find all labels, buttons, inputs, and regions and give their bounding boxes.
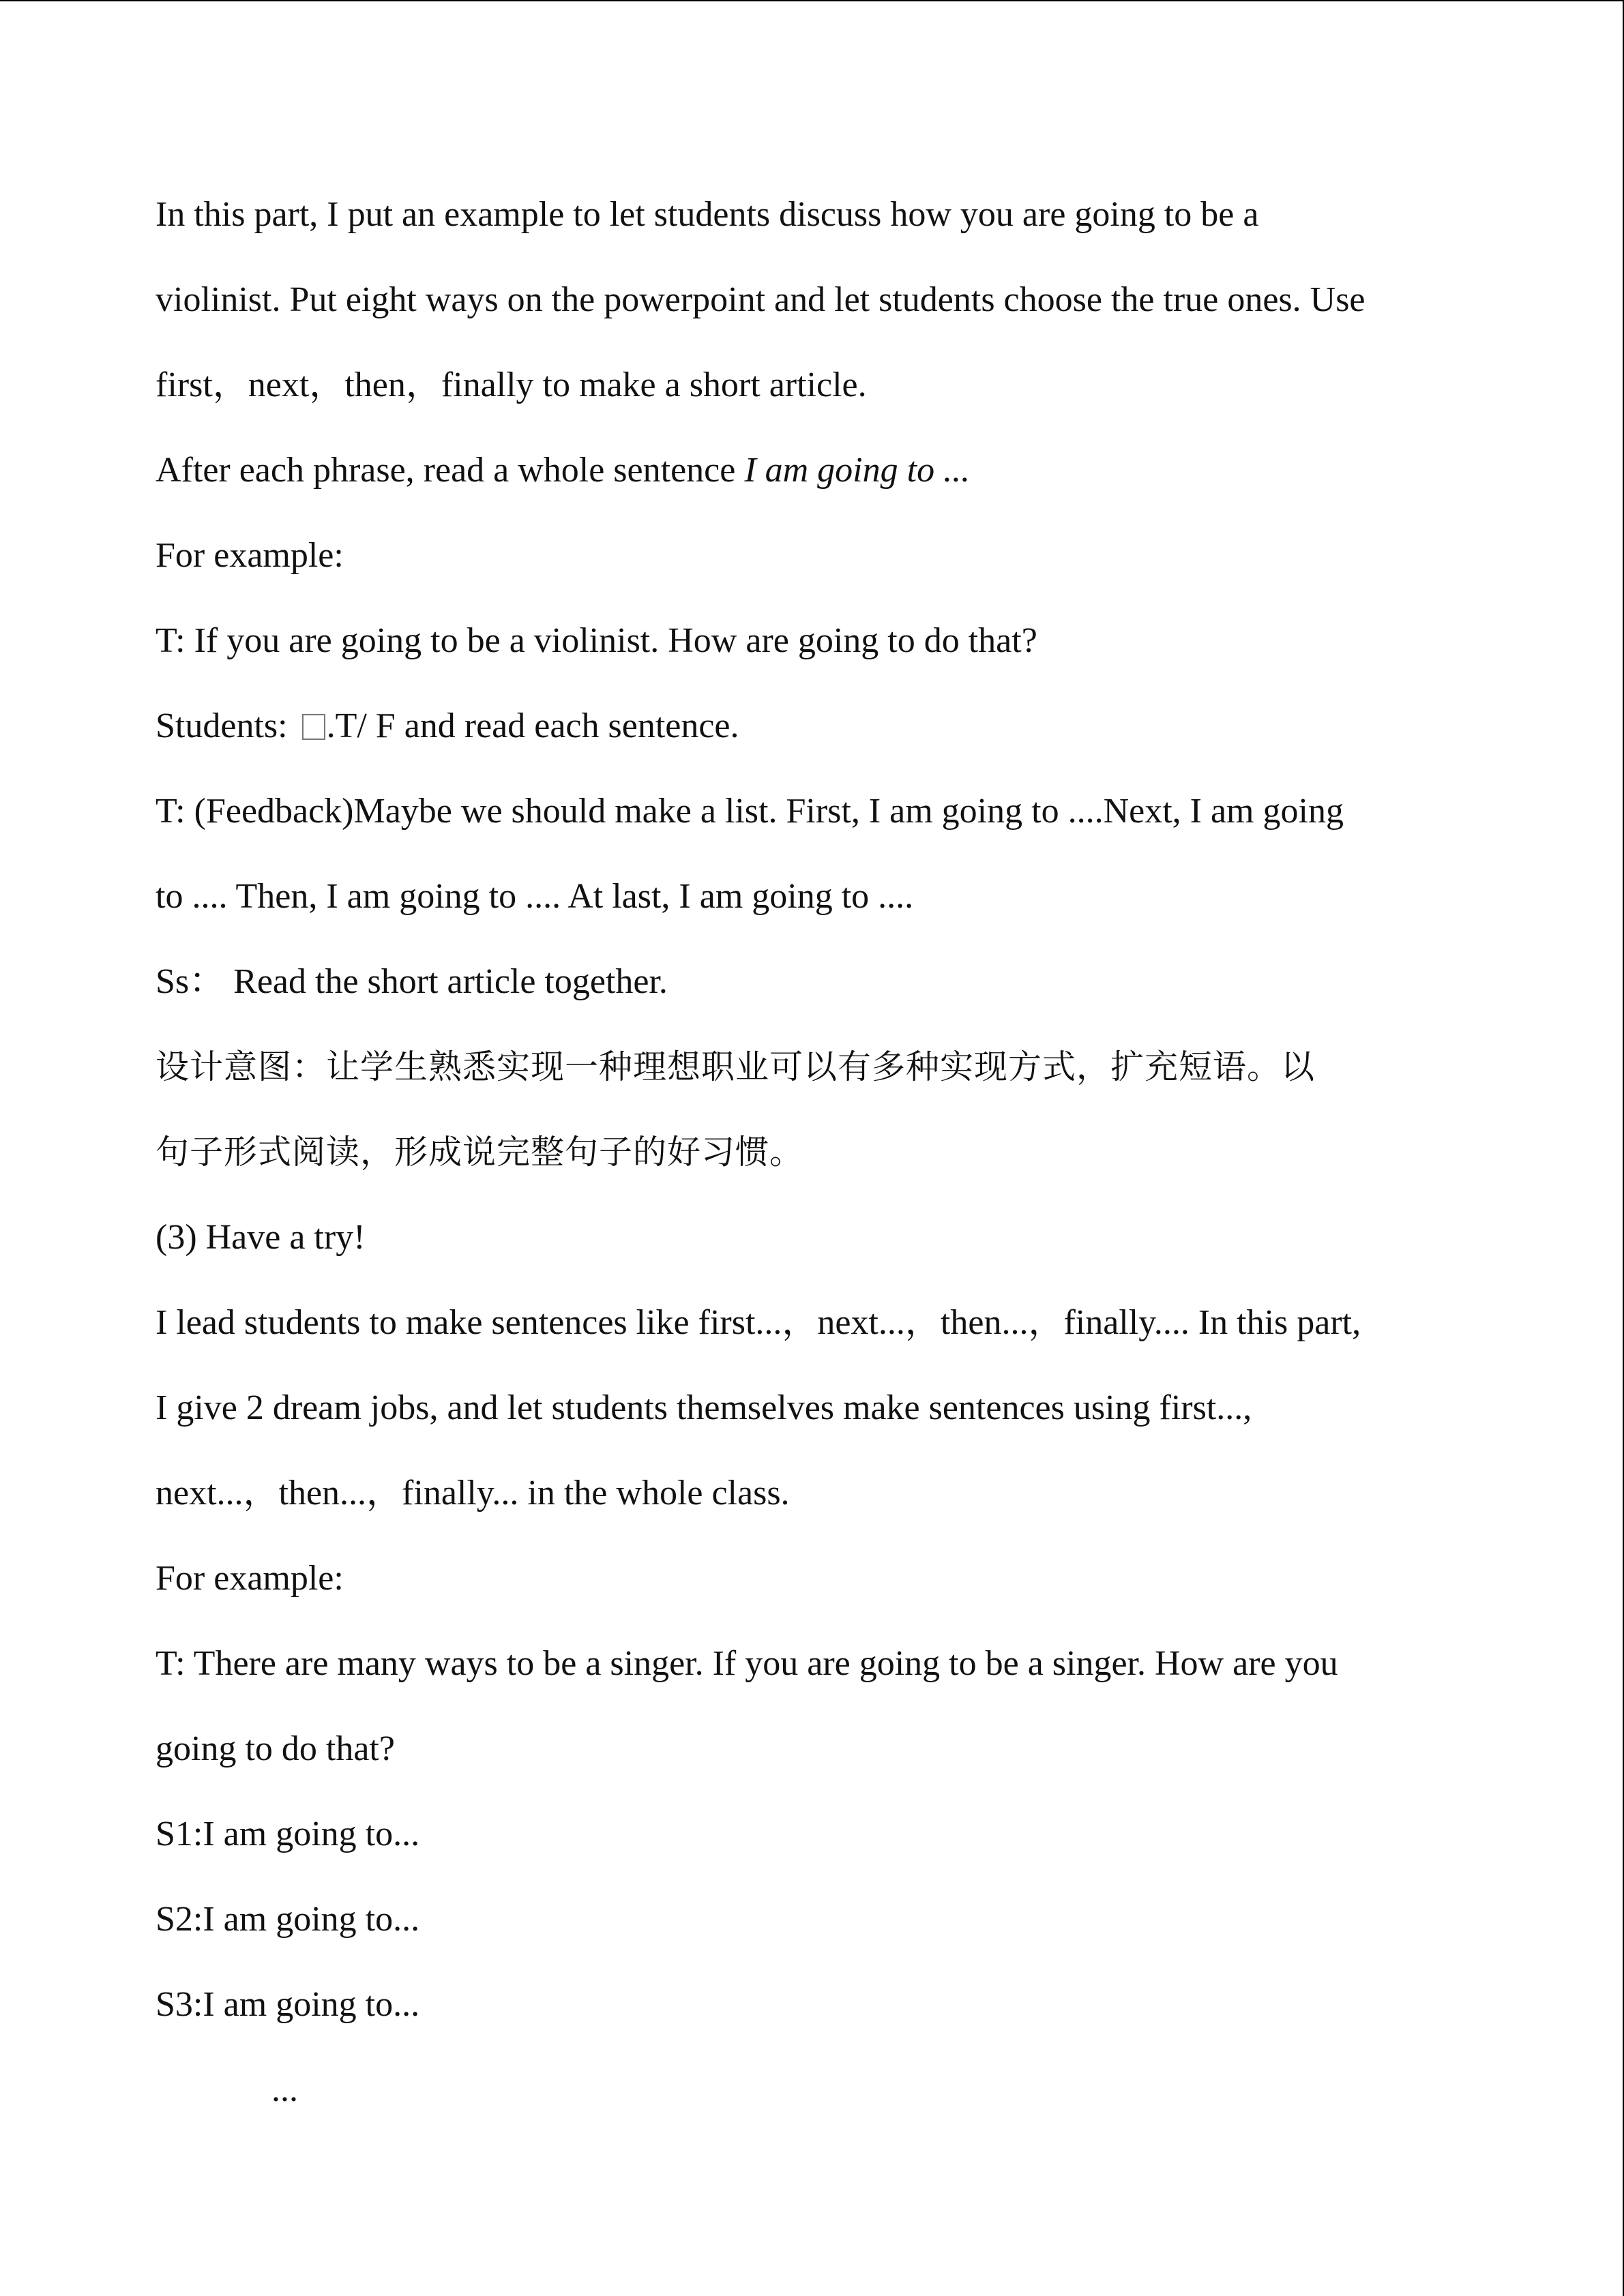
paragraph-line: Ss： Read the short article together. xyxy=(156,962,668,1001)
paragraph-line: S2:I am going to... xyxy=(156,1900,420,1939)
design-intent-line: 设计意图：让学生熟悉实现一种理想职业可以有多种实现方式，扩充短语。以 xyxy=(156,1047,1316,1086)
ellipsis-line: ... xyxy=(271,2070,298,2109)
paragraph-line: to .... Then, I am going to .... At last, I am going to .... xyxy=(156,877,914,916)
line-text: Students: xyxy=(156,706,297,745)
design-intent-line: 句子形式阅读，形成说完整句子的好习惯。 xyxy=(156,1133,804,1172)
paragraph-line: For example: xyxy=(156,1559,344,1598)
section-heading: (3) Have a try! xyxy=(156,1218,366,1257)
paragraph-line: T: If you are going to be a violinist. How are going to do that? xyxy=(156,621,1037,660)
paragraph-line: first，next，then，finally to make a short article. xyxy=(156,366,867,404)
paragraph-line: violinist. Put eight ways on the powerpoint and let students choose the true ones. Use xyxy=(156,280,1365,319)
paragraph-line: I lead students to make sentences like first...，next...，then...，finally.... In this part, xyxy=(156,1303,1361,1342)
document-body xyxy=(156,172,1472,2132)
paragraph-line: T: (Feedback)Maybe we should make a list. First, I am going to ....Next, I am going xyxy=(156,792,1344,831)
paragraph-line: S1:I am going to... xyxy=(156,1815,420,1853)
italic-phrase: I am going to ... xyxy=(744,451,971,490)
paragraph-line xyxy=(156,428,1472,513)
paragraph-line: S3:I am going to... xyxy=(156,1985,420,2024)
line-text: After each phrase, read a whole sentence xyxy=(156,451,745,490)
paragraph-line: T: There are many ways to be a singer. If you are going to be a singer. How are you xyxy=(156,1644,1338,1683)
paragraph-line: going to do that? xyxy=(156,1729,395,1768)
paragraph-line: next...，then...，finally... in the whole class. xyxy=(156,1474,790,1512)
empty-box-glyph xyxy=(302,714,325,740)
line-text: .T/ F and read each sentence. xyxy=(326,706,739,745)
paragraph-line: In this part, I put an example to let students discuss how you are going to be a xyxy=(156,195,1259,234)
paragraph-line: I give 2 dream jobs, and let students themselves make sentences using first..., xyxy=(156,1388,1252,1427)
paragraph-line xyxy=(156,683,1472,769)
paragraph-line: For example: xyxy=(156,536,344,575)
